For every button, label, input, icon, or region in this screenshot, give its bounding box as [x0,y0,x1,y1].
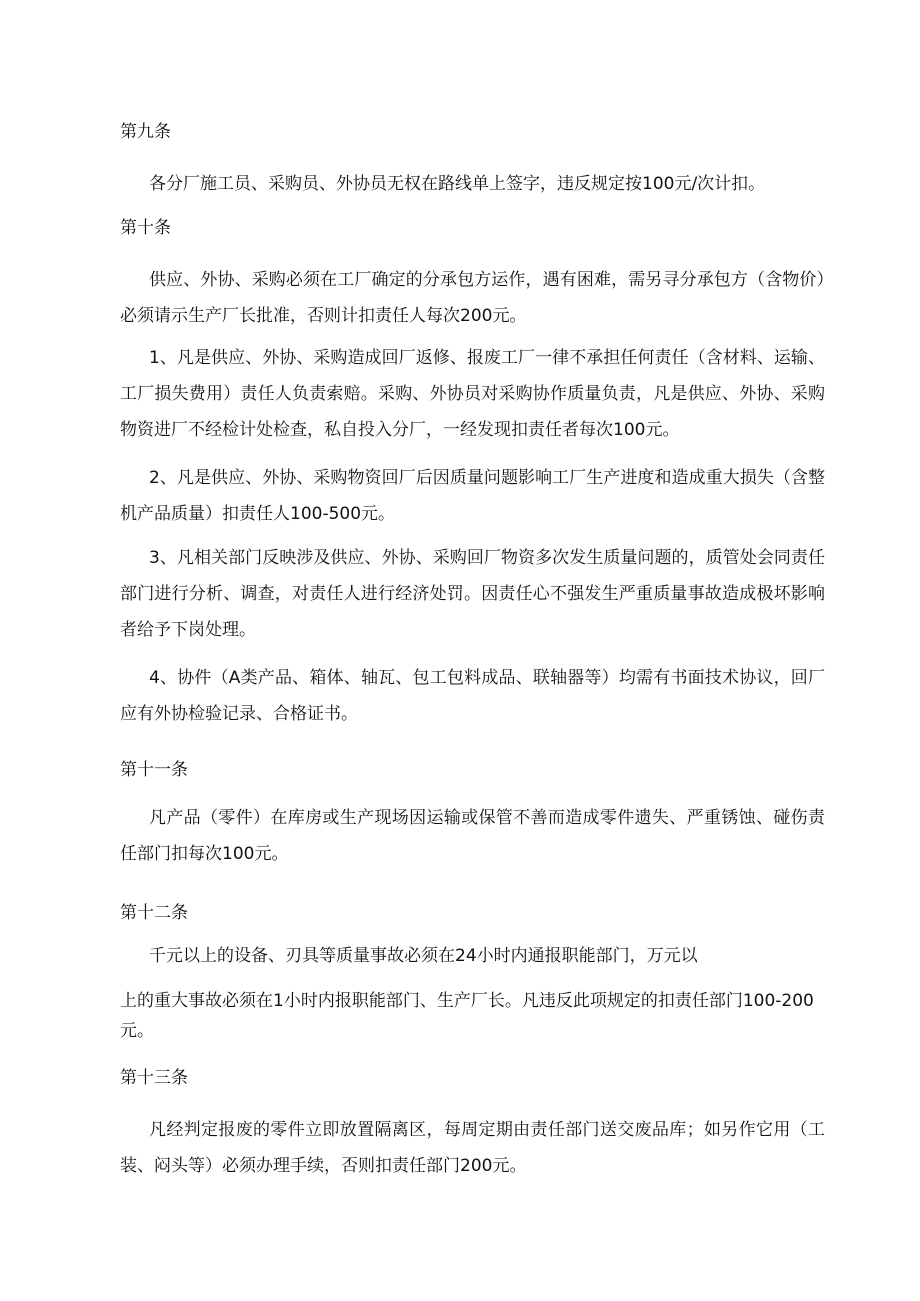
article-11-paragraph-1: 凡产品（零件）在库房或生产现场因运输或保管不善而造成零件遗失、严重锈蚀、碰伤责任部门扣每次100元。 [120,808,825,864]
article-9-heading: 第九条 [120,122,171,142]
article-10-paragraph-1: 供应、外协、采购必须在工厂确定的分承包方运作，遇有困难，需另寻分承包方（含物价）必须请示生产厂长批准，否则计扣责任人每次200元。 [120,270,825,326]
article-10-item-2: 2、凡是供应、外协、采购物资回厂后因质量问题影响工厂生产进度和造成重大损失（含整机产品质量）扣责任人100-500元。 [120,468,825,524]
article-10-item-1: 1、凡是供应、外协、采购造成回厂返修、报废工厂一律不承担任何责任（含材料、运输、工厂损失费用）责任人负责索赔。采购、外协员对采购协作质量负责，凡是供应、外协、采购物资进厂不经检计处检查，私自投入分厂，一经发现扣责任者每次100元。 [120,348,825,440]
article-12-paragraph-2: 上的重大事故必须在1小时内报职能部门、生产厂长。凡违反此项规定的扣责任部门100-200元。 [120,991,814,1041]
article-9-paragraph-1: 各分厂施工员、采购员、外协员无权在路线单上签字，违反规定按100元/次计扣。 [149,174,766,194]
article-11-heading: 第十一条 [120,760,188,780]
article-12-heading: 第十二条 [120,903,188,923]
article-10-heading: 第十条 [120,218,171,238]
article-12-paragraph-1: 千元以上的设备、刃具等质量事故必须在24小时内通报职能部门，万元以 [149,946,698,966]
article-10-item-3: 3、凡相关部门反映涉及供应、外协、采购回厂物资多次发生质量问题的，质管处会同责任部门进行分析、调查，对责任人进行经济处罚。因责任心不强发生严重质量事故造成极坏影响者给予下岗处理。 [120,548,825,640]
article-13-heading: 第十三条 [120,1068,188,1088]
article-10-item-4: 4、协件（A类产品、箱体、轴瓦、包工包料成品、联轴器等）均需有书面技术协议，回厂应有外协检验记录、合格证书。 [120,668,825,724]
article-13-paragraph-1: 凡经判定报废的零件立即放置隔离区，每周定期由责任部门送交废品库；如另作它用（工装、闷头等）必须办理手续，否则扣责任部门200元。 [120,1120,825,1176]
